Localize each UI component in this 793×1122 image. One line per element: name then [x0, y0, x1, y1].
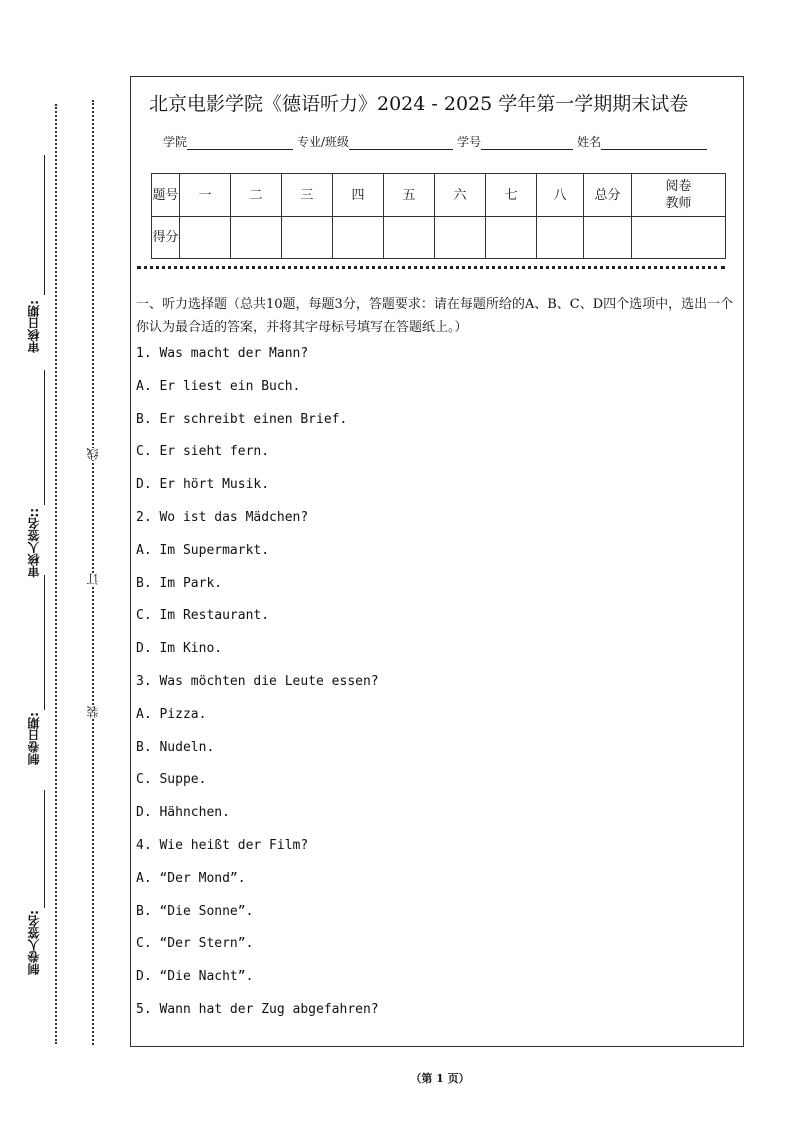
score-cell-grader[interactable]	[632, 217, 726, 259]
question-line: 5. Wann hat der Zug abgefahren?	[136, 1001, 379, 1017]
major-label: 专业/班级	[297, 135, 350, 149]
section1-instructions: 一、听力选择题（总共10题，每题3分，答题要求：请在每题所给的A、B、C、D四个选项中，选出一个你认为最合适的答案，并将其字母标号填写在答题纸上。）	[136, 297, 734, 335]
score-cell[interactable]	[537, 217, 584, 259]
col-header-total: 总分	[584, 174, 632, 217]
score-cell[interactable]	[435, 217, 486, 259]
student-id-field[interactable]	[481, 135, 573, 150]
exam-title: 北京电影学院《德语听力》2024 - 2025 学年第一学期期末试卷	[149, 93, 689, 115]
option-line: B. Nudeln.	[136, 739, 215, 755]
score-cell[interactable]	[180, 217, 231, 259]
name-field[interactable]	[601, 135, 707, 150]
exam-frame	[130, 76, 744, 1047]
score-cell[interactable]	[231, 217, 282, 259]
col-header: 二	[231, 174, 282, 217]
score-table-header-row	[152, 174, 726, 217]
option-line: B. Er schreibt einen Brief.	[136, 411, 348, 427]
made-date-label: 制卷日期:	[27, 712, 41, 765]
maker-sign-label: 制卷人签名:	[27, 910, 41, 975]
question-line: 4. Wie heißt der Film?	[136, 837, 309, 853]
option-line: A. Im Supermarkt.	[136, 542, 270, 558]
score-cell[interactable]	[384, 217, 435, 259]
col-header-grader: 阅卷教师	[632, 174, 726, 217]
option-line: B. “Die Sonne”.	[136, 903, 254, 919]
option-line: A. Pizza.	[136, 706, 207, 722]
option-line: A. Er liest ein Buch.	[136, 378, 301, 394]
col-header: 五	[384, 174, 435, 217]
binding-char-xian: 线	[86, 448, 100, 460]
score-cell-total[interactable]	[584, 217, 632, 259]
maker-sign-blank	[44, 790, 45, 908]
made-date-blank	[44, 575, 45, 710]
student-id-label: 学号	[457, 135, 482, 149]
major-field[interactable]	[349, 135, 453, 150]
col-header: 六	[435, 174, 486, 217]
question-line: 3. Was möchten die Leute essen?	[136, 673, 379, 689]
option-line: D. Er hört Musik.	[136, 477, 270, 493]
section-divider	[137, 266, 725, 269]
reviewer-sign-label: 审核人签名::	[27, 508, 41, 578]
score-cell[interactable]	[333, 217, 384, 259]
page-number: （第 1 页）	[410, 1072, 470, 1085]
school-label: 学院	[163, 135, 188, 149]
name-label: 姓名	[577, 135, 602, 149]
option-line: C. Er sieht fern.	[136, 444, 270, 460]
col-header: 一	[180, 174, 231, 217]
margin-dotted-rule	[55, 104, 57, 1044]
col-header: 八	[537, 174, 584, 217]
col-header: 四	[333, 174, 384, 217]
review-date-blank	[44, 155, 45, 295]
question-list	[136, 345, 736, 1034]
option-line: A. “Der Mond”.	[136, 870, 246, 886]
reviewer-sign-blank	[44, 370, 45, 505]
student-info-row	[163, 133, 711, 150]
score-cell[interactable]	[486, 217, 537, 259]
option-line: B. Im Park.	[136, 575, 223, 591]
question-line: 2. Wo ist das Mädchen?	[136, 509, 309, 525]
binding-char-zhuang: 装	[86, 706, 100, 718]
col-header: 七	[486, 174, 537, 217]
score-cell[interactable]	[282, 217, 333, 259]
option-line: C. Suppe.	[136, 772, 207, 788]
option-line: C. Im Restaurant.	[136, 608, 270, 624]
school-field[interactable]	[187, 135, 293, 150]
question-line: 1. Was macht der Mann?	[136, 346, 309, 361]
option-line: D. Hähnchen.	[136, 805, 230, 821]
binding-char-ding: 订	[86, 573, 100, 585]
option-line: C. “Der Stern”.	[136, 936, 254, 952]
option-line: D. “Die Nacht”.	[136, 969, 254, 985]
row-label-defen: 得分	[152, 217, 180, 259]
option-line: D. Im Kino.	[136, 641, 223, 657]
row-label-tihao: 题号	[152, 174, 180, 217]
score-table	[151, 173, 726, 259]
score-table-score-row	[152, 217, 726, 259]
col-header: 三	[282, 174, 333, 217]
review-date-label: 审核日期:	[27, 300, 41, 353]
